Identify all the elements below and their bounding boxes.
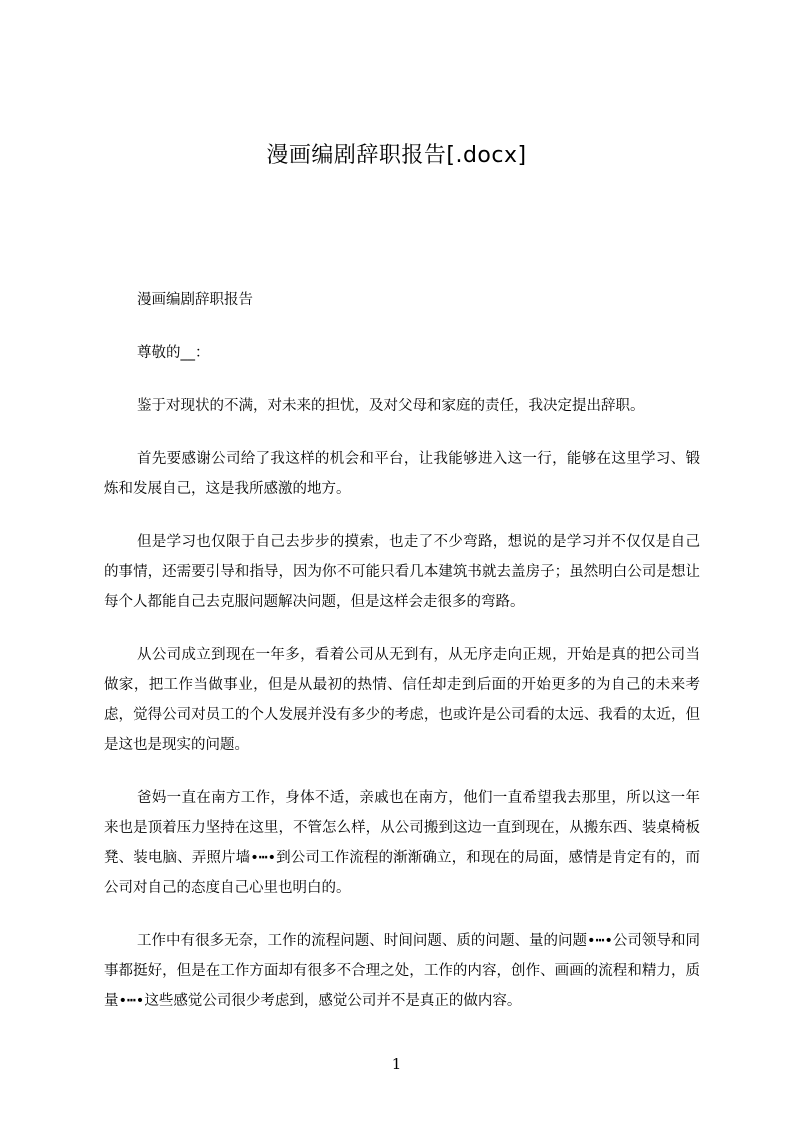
paragraph-family: 爸妈一直在南方工作，身体不适，亲戚也在南方，他们一直希望我去那里，所以这一年来也是顶着压力坚持在这里，不管怎么样，从公司搬到这边一直到现在，从搬东西、装桌椅板凳、装电脑、弄照片墙•┅•到公司工作流程的渐渐确立，和现在的局面，感情是肯定有的，而公司对自己的态度自己心里也明白的。: [104, 790, 700, 896]
paragraph-company-history: 从公司成立到现在一年多，看着公司从无到有，从无序走向正规，开始是真的把公司当做家，把工作当做事业，但是从最初的热情、信任却走到后面的开始更多的为自己的未来考虑，觉得公司对员工的个人发展并没有多少的考虑，也或许是公司看的太远、我看的太近，但是这也是现实的问题。: [104, 647, 700, 753]
paragraph-learning: 但是学习也仅限于自己去步步的摸索，也走了不少弯路，想说的是学习并不仅仅是自己的事情，还需要引导和指导，因为你不可能只看几本建筑书就去盖房子；虽然明白公司是想让每个人都能自己去克服问题解决问题，但是这样会走很多的弯路。: [104, 534, 700, 610]
paragraph-resignation-statement: 鉴于对现状的不满，对未来的担忧，及对父母和家庭的责任，我决定提出辞职。: [137, 398, 645, 414]
salutation: 尊敬的__：: [137, 345, 210, 361]
document-body: [104, 285, 700, 1039]
paragraph-work-issues: 工作中有很多无奈，工作的流程问题、时间问题、质的问题、量的问题•┅•公司领导和同事都挺好，但是在工作方面却有很多不合理之处，工作的内容，创作、画画的流程和精力，质量•┅•这些感觉公司很少考虑到，感觉公司并不是真正的做内容。: [104, 933, 700, 1009]
document-title: 漫画编剧辞职报告[.docx]: [266, 143, 527, 168]
page-number: 1: [391, 1055, 402, 1073]
paragraph-gratitude: 首先要感谢公司给了我这样的机会和平台，让我能够进入这一行，能够在这里学习、锻炼和发展自己，这是我所感激的地方。: [104, 451, 700, 497]
report-heading: 漫画编剧辞职报告: [137, 292, 253, 308]
